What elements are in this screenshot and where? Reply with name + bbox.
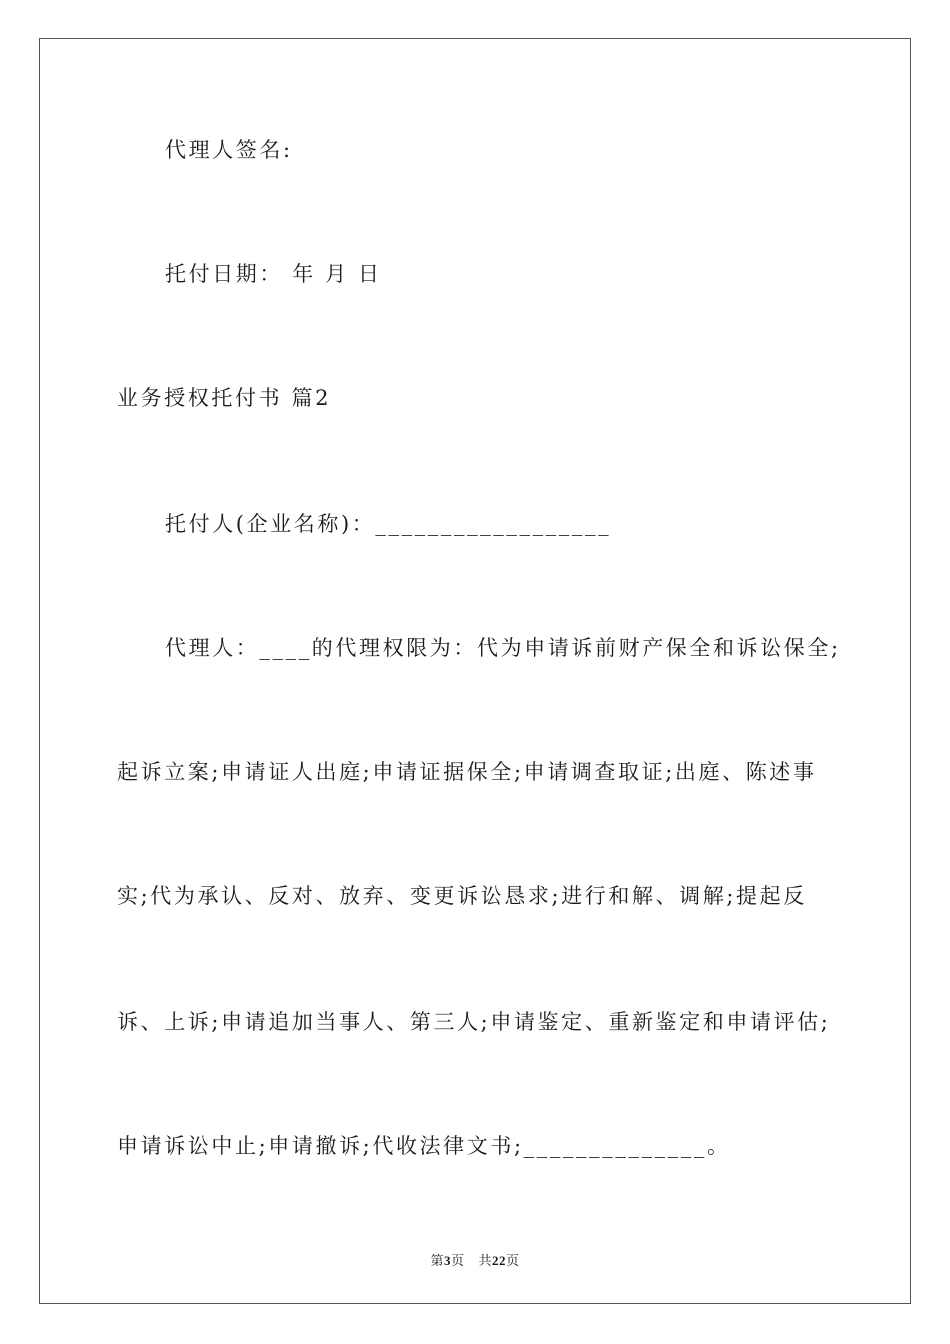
- agent-authority-line: 代理人：____的代理权限为：代为申请诉前财产保全和诉讼保全;: [165, 636, 841, 660]
- page-number: 3: [443, 1253, 451, 1268]
- page-border: [39, 38, 911, 1304]
- total-prefix: 共: [478, 1253, 493, 1268]
- page-prefix: 第: [430, 1253, 444, 1268]
- section-heading: 业务授权托付书 篇2: [117, 386, 332, 410]
- paragraph-line: 实;代为承认、反对、放弃、变更诉讼恳求;进行和解、调解;提起反: [117, 884, 807, 908]
- page-footer: [0, 1250, 950, 1269]
- paragraph-line: 诉、上诉;申请追加当事人、第三人;申请鉴定、重新鉴定和申请评估;: [117, 1010, 831, 1034]
- total-suffix: 页: [506, 1253, 520, 1268]
- date-line: 托付日期： 年 月 日: [165, 262, 382, 286]
- signature-line: 代理人签名:: [165, 138, 293, 162]
- paragraph-line: 申请诉讼中止;申请撤诉;代收法律文书;______________。: [117, 1134, 731, 1158]
- page-suffix: 页: [450, 1253, 465, 1268]
- total-pages: 22: [492, 1253, 507, 1268]
- principal-line: 托付人(企业名称)：__________________: [165, 512, 612, 536]
- paragraph-line: 起诉立案;申请证人出庭;申请证据保全;申请调查取证;出庭、陈述事: [117, 760, 817, 784]
